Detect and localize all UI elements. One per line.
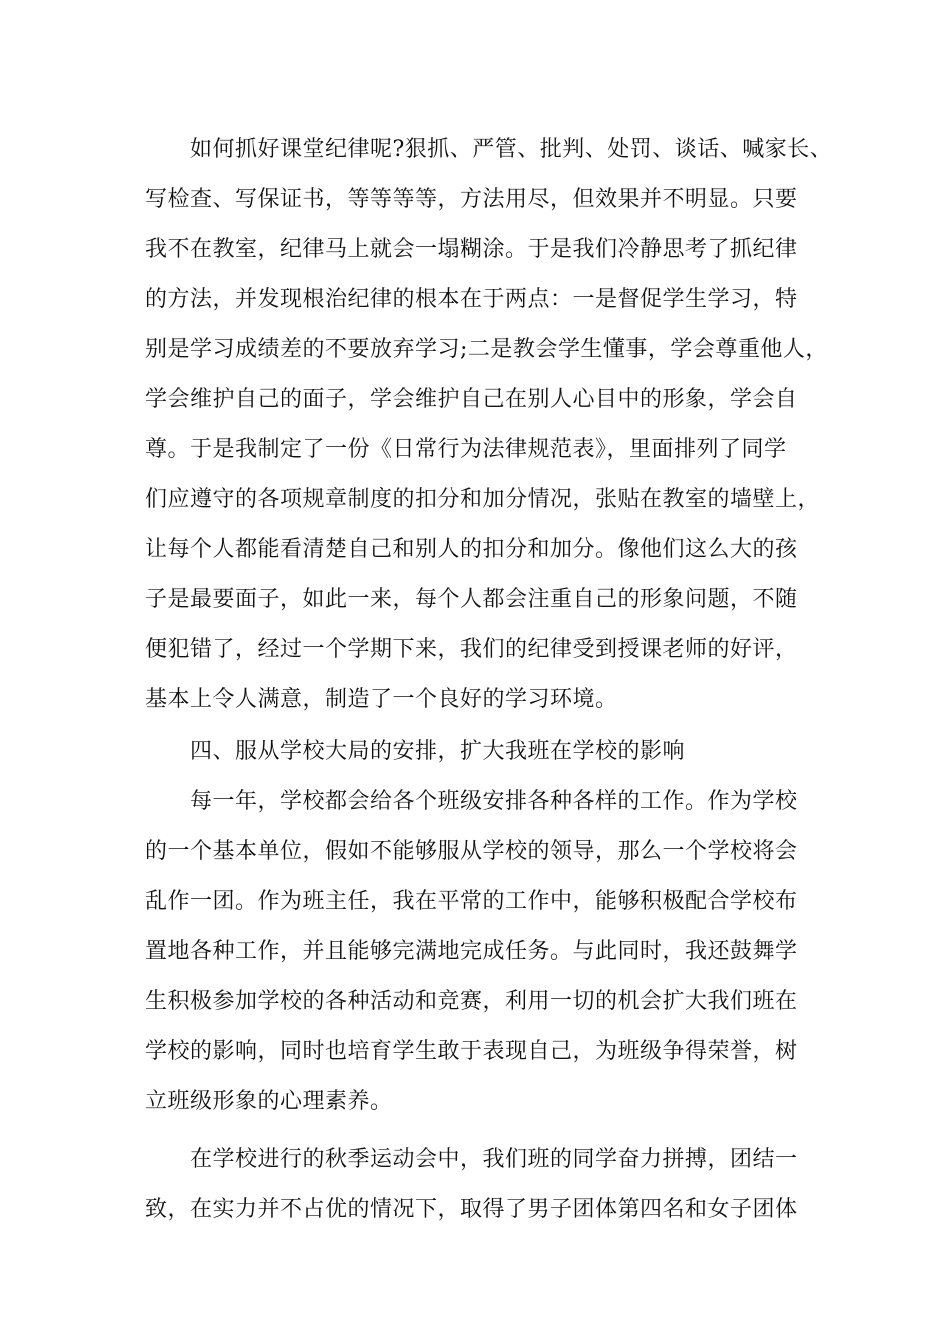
paragraph-line: 立班级形象的心理素养。	[145, 1089, 393, 1114]
paragraph-line: 置地各种工作，并且能够完满地完成任务。与此同时，我还鼓舞学	[145, 939, 798, 964]
paragraph-line: 写检查、写保证书，等等等等，方法用尽，但效果并不明显。只要	[145, 187, 798, 212]
paragraph-line: 便犯错了，经过一个学期下来，我们的纪律受到授课老师的好评，	[145, 637, 798, 662]
paragraph-line: 基本上令人满意，制造了一个良好的学习环境。	[145, 687, 618, 712]
paragraph-line: 学校的影响，同时也培育学生敢于表现自己，为班级争得荣誉，树	[145, 1039, 798, 1064]
paragraph-line: 在学校进行的秋季运动会中，我们班的同学奋力拼搏，团结一	[190, 1147, 798, 1172]
paragraph-line: 乱作一团。作为班主任，我在平常的工作中，能够积极配合学校布	[145, 889, 798, 914]
paragraph-line: 让每个人都能看清楚自己和别人的扣分和加分。像他们这么大的孩	[145, 537, 798, 562]
paragraph-line: 的方法，并发现根治纪律的根本在于两点：一是督促学生学习，特	[145, 287, 798, 312]
paragraph-line: 的一个基本单位，假如不能够服从学校的领导，那么一个学校将会	[145, 839, 798, 864]
paragraph-line: 致，在实力并不占优的情况下，取得了男子团体第四名和女子团体	[145, 1197, 798, 1222]
paragraph-line: 如何抓好课堂纪律呢?狠抓、严管、批判、处罚、谈话、喊家长、	[190, 137, 833, 162]
paragraph-line: 别是学习成绩差的不要放弃学习;二是教会学生懂事，学会尊重他人，	[145, 337, 828, 362]
paragraph-line: 尊。于是我制定了一份《日常行为法律规范表》，里面排列了同学	[145, 437, 787, 462]
paragraph-line: 每一年，学校都会给各个班级安排各种各样的工作。作为学校	[190, 789, 798, 814]
paragraph-line: 子是最要面子，如此一来，每个人都会注重自己的形象问题，不随	[145, 587, 798, 612]
paragraph-line: 们应遵守的各项规章制度的扣分和加分情况，张贴在教室的墙壁上，	[145, 487, 821, 512]
section-heading: 四、服从学校大局的安排，扩大我班在学校的影响	[190, 739, 686, 764]
paragraph-line: 生积极参加学校的各种活动和竞赛，利用一切的机会扩大我们班在	[145, 989, 798, 1014]
paragraph-line: 学会维护自己的面子，学会维护自己在别人心目中的形象，学会自	[145, 387, 798, 412]
paragraph-line: 我不在教室，纪律马上就会一塌糊涂。于是我们冷静思考了抓纪律	[145, 237, 798, 262]
